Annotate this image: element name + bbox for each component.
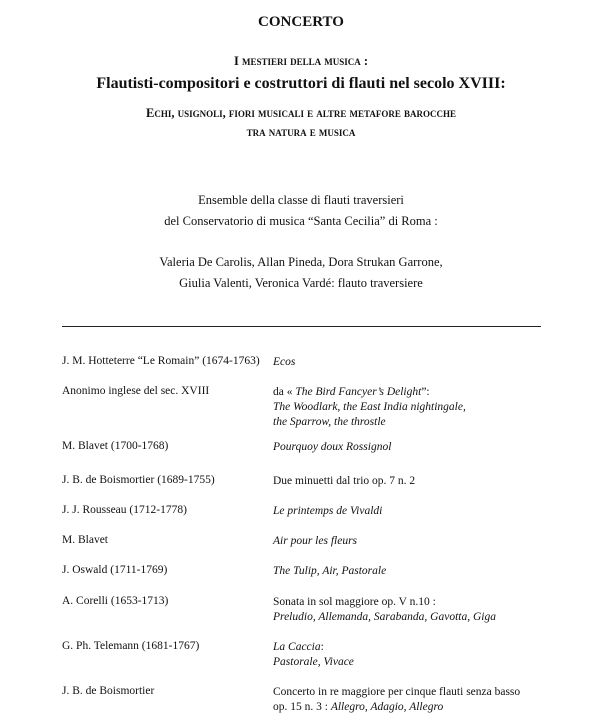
work-title xyxy=(273,640,354,670)
composer-name: Anonimo inglese del sec. XVIII xyxy=(62,385,210,397)
work-line xyxy=(273,610,496,625)
work-text: Le printemps de Vivaldi xyxy=(273,505,383,517)
work-title xyxy=(273,504,382,519)
work-line xyxy=(273,474,415,489)
work-text: The Tulip, Air, Pastorale xyxy=(273,565,387,577)
work-text: : xyxy=(320,641,324,653)
composer-name: A. Corelli (1653-1713) xyxy=(62,595,169,607)
composer-name: J. B. de Boismortier (1689-1755) xyxy=(62,474,215,486)
event-main-title: Flautisti-compositori e costruttori di flauti nel secolo XVIII: xyxy=(96,75,506,92)
work-line xyxy=(273,640,354,655)
work-title xyxy=(273,685,520,715)
work-text: Ecos xyxy=(273,356,296,368)
event-subtitle xyxy=(0,104,602,142)
work-line xyxy=(273,440,391,455)
work-text: op. 15 n. 3 : xyxy=(273,701,331,713)
work-text: da « xyxy=(273,386,296,398)
work-title xyxy=(273,385,466,430)
event-series-title: I mestieri della musica : xyxy=(233,54,369,68)
work-text: Air pour les fleurs xyxy=(273,535,358,547)
work-line xyxy=(273,504,382,519)
work-text: Pastorale, Vivace xyxy=(273,656,354,668)
work-text: The Woodlark, the East India nightingale, xyxy=(273,401,466,413)
work-title xyxy=(273,440,391,455)
composer-name: J. J. Rousseau (1712-1778) xyxy=(62,504,187,516)
work-line xyxy=(273,564,386,579)
composer-name: J. B. de Boismortier xyxy=(62,685,155,697)
work-line xyxy=(273,595,496,610)
ensemble-line-1: Ensemble della classe di flauti traversieri xyxy=(198,193,404,207)
work-line xyxy=(273,385,466,400)
work-title xyxy=(273,564,386,579)
performers-line-2: Giulia Valenti, Veronica Vardé: flauto traversiere xyxy=(179,276,423,290)
section-divider xyxy=(62,326,541,327)
event-subtitle-line-1: Echi, usignoli, fiori musicali e altre metafore barocche xyxy=(145,106,456,120)
work-line xyxy=(273,534,357,549)
work-line xyxy=(273,685,520,700)
work-text: La Caccia xyxy=(273,641,321,653)
work-line xyxy=(273,355,295,370)
work-text: the Sparrow, the throstle xyxy=(273,416,386,428)
event-subtitle-line-2: tra natura e musica xyxy=(246,125,356,139)
work-text: Due minuetti dal trio op. 7 n. 2 xyxy=(273,475,416,487)
performers xyxy=(0,252,602,294)
work-title xyxy=(273,355,295,370)
work-text: The Bird Fancyer’s Delight xyxy=(295,386,422,398)
composer-name: M. Blavet (1700-1768) xyxy=(62,440,169,452)
composer-name: G. Ph. Telemann (1681-1767) xyxy=(62,640,200,652)
work-title xyxy=(273,474,415,489)
work-text: Sonata in sol maggiore op. V n.10 : xyxy=(273,596,436,608)
work-title xyxy=(273,595,496,625)
ensemble-description xyxy=(0,190,602,232)
performers-line-1: Valeria De Carolis, Allan Pineda, Dora Strukan Garrone, xyxy=(159,255,443,269)
composer-name: J. Oswald (1711-1769) xyxy=(62,564,168,576)
work-text: Preludio, Allemanda, Sarabanda, Gavotta, Giga xyxy=(273,611,496,623)
work-line xyxy=(273,400,466,415)
work-title xyxy=(273,534,357,549)
work-text: Pourquoy doux Rossignol xyxy=(273,441,392,453)
composer-name: J. M. Hotteterre “Le Romain” (1674-1763) xyxy=(62,355,260,367)
work-line xyxy=(273,700,520,715)
concert-title: CONCERTO xyxy=(258,14,344,30)
work-text: Allegro, Adagio, Allegro xyxy=(330,701,444,713)
work-line xyxy=(273,655,354,670)
work-text: ”: xyxy=(421,386,430,398)
ensemble-line-2: del Conservatorio di musica “Santa Cecilia” di Roma : xyxy=(164,214,438,228)
work-line xyxy=(273,415,466,430)
work-text: Concerto in re maggiore per cinque flauti senza basso xyxy=(273,686,521,698)
composer-name: M. Blavet xyxy=(62,534,108,546)
